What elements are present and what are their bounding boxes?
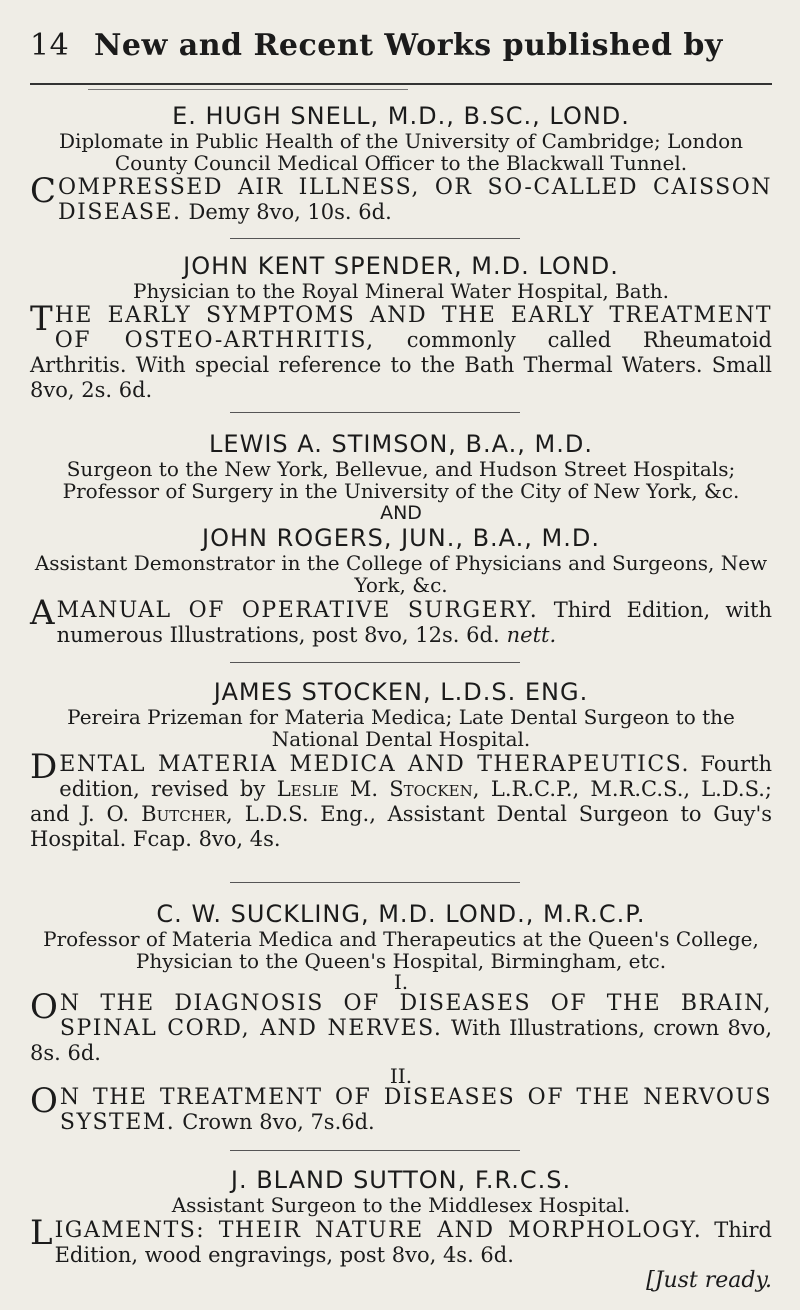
title-description-b: L.R.C.P., M.R.C.S., L.D.S.; and J. O. xyxy=(30,777,772,826)
entry-suckling xyxy=(30,900,772,1135)
book-title xyxy=(30,1081,772,1135)
work-numeral: I. xyxy=(393,970,409,994)
author-credentials-2: Assistant Demonstrator in the College of Physicians and Surgeons, New York, &c. xyxy=(34,551,768,597)
title-text: MANUAL OF OPERATIVE SURGERY. xyxy=(56,598,539,623)
title-text: N THE TREATMENT OF DISEASES OF THE NERVOUS SYSTEM. xyxy=(59,1085,772,1135)
book-title xyxy=(30,987,772,1066)
entry-snell xyxy=(30,102,772,225)
title-description: Demy 8vo, 10s. 6d. xyxy=(188,200,392,224)
conjunction: AND xyxy=(380,502,422,524)
drop-cap: T xyxy=(30,299,53,339)
entry-stimson xyxy=(30,430,772,648)
reviser-name-b: Butcher, xyxy=(141,802,233,826)
entry-spender xyxy=(30,252,772,403)
author-name: E. HUGH SNELL, M.D., B.SC., LOND. xyxy=(172,102,630,130)
title-text: ENTAL MATERIA MEDICA AND THERAPEUTICS. xyxy=(59,752,690,777)
title-description-a: Fourth edition, revised by xyxy=(59,752,772,801)
drop-cap: L xyxy=(30,1213,53,1253)
title-description: Third Edition, wood engravings, post 8vo, 4s. 6d. xyxy=(54,1218,772,1267)
author-name: C. W. SUCKLING, M.D. LOND., M.R.C.P. xyxy=(156,900,646,928)
book-title xyxy=(30,1213,772,1268)
title-text: IGAMENTS: THEIR NATURE AND MORPHOLOGY. xyxy=(54,1218,703,1243)
header-subrule xyxy=(88,89,408,90)
page-number: 14 xyxy=(30,28,70,63)
entry-sutton xyxy=(30,1166,772,1293)
drop-cap: O xyxy=(30,987,58,1027)
drop-cap: O xyxy=(30,1081,58,1121)
title-description-c: L.D.S. Eng., Assistant Dental Surgeon to Guy's Hospital. Fcap. 8vo, 4s. xyxy=(30,802,772,851)
title-text: N THE DIAGNOSIS OF DISEASES OF THE BRAIN, SPINAL CORD, AND NERVES. xyxy=(59,991,772,1041)
title-suffix: nett. xyxy=(506,623,557,647)
author-credentials: Surgeon to the New York, Bellevue, and Hudson Street Hospitals; Professor of Surgery in the University of the City of New York, &c. xyxy=(62,457,740,503)
book-title xyxy=(30,171,772,225)
title-description: Crown 8vo, 7s.6d. xyxy=(182,1110,375,1134)
author-credentials: Professor of Materia Medica and Therapeutics at the Queen's College, Physician to the Queen's Hospital, Birmingham, etc. xyxy=(43,927,759,973)
running-header xyxy=(30,28,780,63)
separator-rule xyxy=(230,1150,520,1151)
separator-rule xyxy=(230,412,520,413)
entry-stocken xyxy=(30,678,772,852)
reviser-name-a: Leslie M. Stocken, xyxy=(276,777,480,801)
book-title xyxy=(30,299,772,403)
title-description: With Illustrations, crown 8vo, 8s. 6d. xyxy=(30,1016,772,1065)
drop-cap: C xyxy=(30,171,57,211)
separator-rule xyxy=(230,882,520,883)
drop-cap: D xyxy=(30,747,58,787)
author-name: LEWIS A. STIMSON, B.A., M.D. xyxy=(209,430,593,458)
work-numeral: II. xyxy=(389,1064,413,1088)
availability-note: [Just ready. xyxy=(646,1268,772,1293)
separator-rule xyxy=(230,238,520,239)
title-description: Third Edition, with numerous Illustrations, post 8vo, 12s. 6d. xyxy=(56,598,772,647)
author-name: JAMES STOCKEN, L.D.S. ENG. xyxy=(213,678,589,706)
separator-rule xyxy=(230,662,520,663)
book-title xyxy=(30,747,772,852)
drop-cap: A xyxy=(30,593,55,633)
author-name: JOHN KENT SPENDER, M.D. LOND. xyxy=(183,252,619,280)
author-credentials: Pereira Prizeman for Materia Medica; Late Dental Surgeon to the National Dental Hospital. xyxy=(67,705,735,751)
author-credentials: Diplomate in Public Health of the University of Cambridge; London County Council Medical Officer to the Blackwall Tunnel. xyxy=(58,129,744,175)
title-text: HE EARLY SYMPTOMS AND THE EARLY TREATMENT OF OSTEO-ARTHRITIS, xyxy=(54,303,772,353)
title-text: OMPRESSED AIR ILLNESS, OR SO-CALLED CAISSON DISEASE. xyxy=(58,175,772,225)
author-name: J. BLAND SUTTON, F.R.C.S. xyxy=(230,1166,572,1194)
author-name-2: JOHN ROGERS, JUN., B.A., M.D. xyxy=(202,524,600,552)
title-description: commonly called Rheumatoid Arthritis. With special reference to the Bath Thermal Waters. Small 8vo, 2s. 6d. xyxy=(30,328,772,402)
book-title xyxy=(30,593,772,648)
author-credentials: Assistant Surgeon to the Middlesex Hospital. xyxy=(171,1193,631,1217)
header-title: New and Recent Works published by xyxy=(94,28,723,63)
author-credentials: Physician to the Royal Mineral Water Hospital, Bath. xyxy=(133,279,669,303)
header-rule xyxy=(30,83,772,85)
